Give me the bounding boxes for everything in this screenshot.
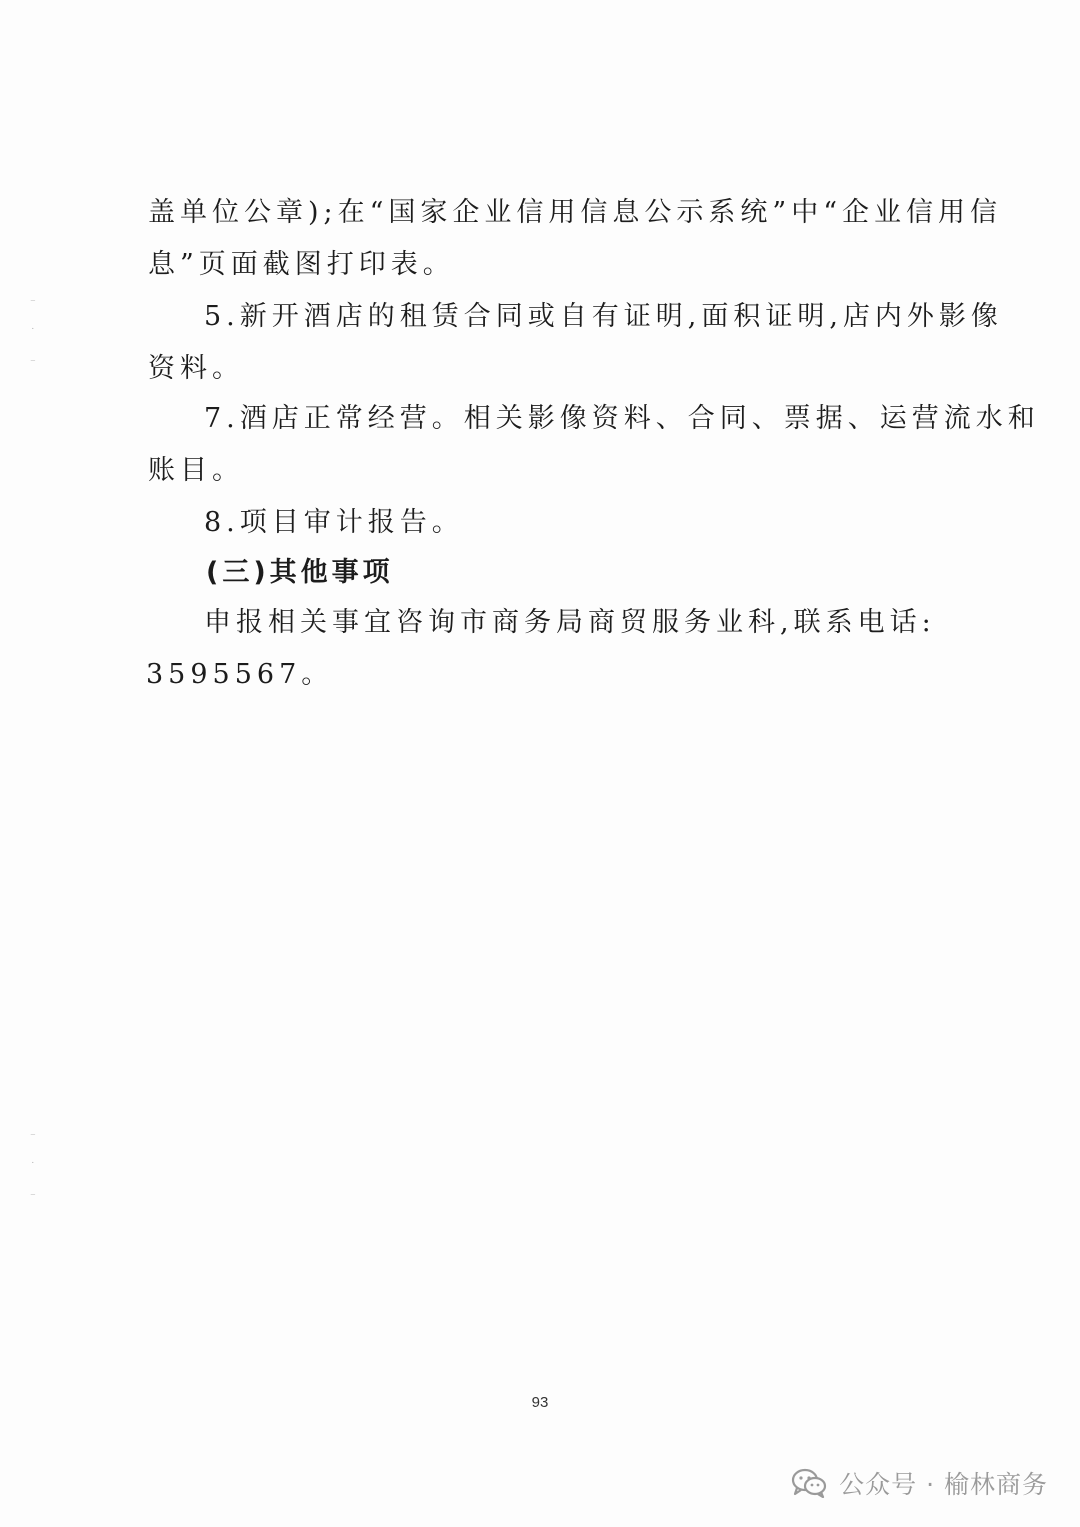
section-heading-other-matters: (三)其他事项 bbox=[206, 557, 394, 588]
body-line-2: 息”页面截图打印表。 bbox=[148, 249, 455, 280]
list-item-7-cont: 账目。 bbox=[148, 455, 244, 486]
contact-phone: 3595567。 bbox=[146, 659, 334, 690]
list-item-8: 8.项目审计报告。 bbox=[204, 507, 464, 538]
list-item-5-cont: 资料。 bbox=[148, 353, 244, 384]
page-number: 93 bbox=[531, 1394, 549, 1411]
watermark-text: 公众号 · 榆林商务 bbox=[839, 1470, 1048, 1499]
scan-marks-bottom: ⁻ ˙ ⁻ bbox=[30, 1130, 36, 1203]
contact-line: 申报相关事宜咨询市商务局商贸服务业科,联系电话: bbox=[204, 607, 936, 638]
wechat-icon bbox=[791, 1468, 827, 1498]
list-item-5: 5.新开酒店的租赁合同或自有证明,面积证明,店内外影像 bbox=[204, 301, 1003, 332]
body-line-1: 盖单位公章);在“国家企业信用信息公示系统”中“企业信用信 bbox=[148, 197, 1003, 228]
watermark bbox=[791, 1463, 1048, 1503]
list-item-7: 7.酒店正常经营。相关影像资料、合同、票据、运营流水和 bbox=[204, 403, 1040, 434]
scan-marks-top: ⁻ ˙ ⁻ bbox=[30, 296, 36, 369]
